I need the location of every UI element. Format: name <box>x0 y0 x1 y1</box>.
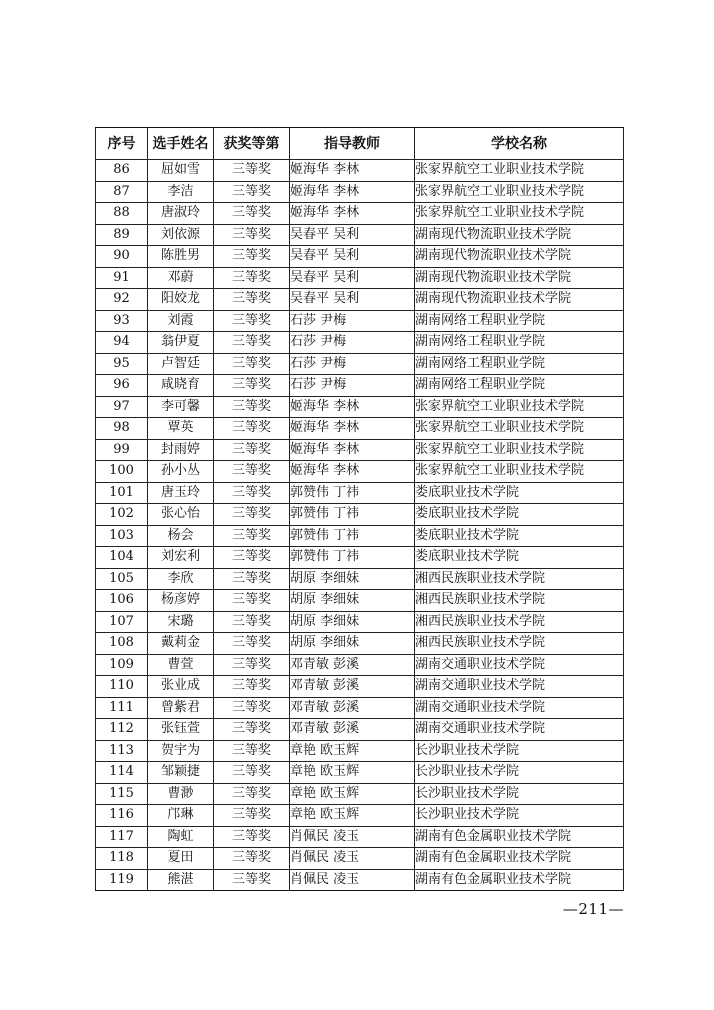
table-row <box>96 611 624 633</box>
cell-school-name: 湖南交通职业技术学院 <box>415 697 624 719</box>
cell-award-level: 三等奖 <box>214 719 290 741</box>
cell-school-name: 张家界航空工业职业技术学院 <box>415 181 624 203</box>
cell-contestant-name: 张钰萱 <box>148 719 214 741</box>
cell-school-name: 湖南网络工程职业学院 <box>415 353 624 375</box>
cell-school-name: 湖南有色金属职业技术学院 <box>415 826 624 848</box>
cell-instructor: 石莎 尹梅 <box>290 375 415 397</box>
table-row <box>96 418 624 440</box>
table-row <box>96 869 624 891</box>
cell-instructor: 吴春平 吴利 <box>290 246 415 268</box>
cell-serial-number: 100 <box>96 461 148 483</box>
cell-award-level: 三等奖 <box>214 547 290 569</box>
cell-school-name: 湖南现代物流职业技术学院 <box>415 246 624 268</box>
cell-serial-number: 87 <box>96 181 148 203</box>
cell-serial-number: 112 <box>96 719 148 741</box>
cell-serial-number: 97 <box>96 396 148 418</box>
table-row <box>96 590 624 612</box>
cell-school-name: 湘西民族职业技术学院 <box>415 611 624 633</box>
table-row <box>96 633 624 655</box>
cell-serial-number: 119 <box>96 869 148 891</box>
cell-school-name: 长沙职业技术学院 <box>415 762 624 784</box>
cell-contestant-name: 邝琳 <box>148 805 214 827</box>
cell-contestant-name: 邓蔚 <box>148 267 214 289</box>
cell-contestant-name: 宋璐 <box>148 611 214 633</box>
cell-serial-number: 104 <box>96 547 148 569</box>
cell-award-level: 三等奖 <box>214 869 290 891</box>
table-row <box>96 396 624 418</box>
cell-school-name: 娄底职业技术学院 <box>415 525 624 547</box>
cell-school-name: 湖南有色金属职业技术学院 <box>415 869 624 891</box>
cell-school-name: 张家界航空工业职业技术学院 <box>415 203 624 225</box>
cell-school-name: 湖南现代物流职业技术学院 <box>415 289 624 311</box>
cell-instructor: 姬海华 李林 <box>290 439 415 461</box>
cell-instructor: 吴春平 吴利 <box>290 267 415 289</box>
cell-serial-number: 114 <box>96 762 148 784</box>
cell-contestant-name: 陈胜男 <box>148 246 214 268</box>
cell-instructor: 胡原 李细妹 <box>290 633 415 655</box>
cell-serial-number: 107 <box>96 611 148 633</box>
cell-school-name: 张家界航空工业职业技术学院 <box>415 418 624 440</box>
cell-school-name: 湘西民族职业技术学院 <box>415 633 624 655</box>
cell-award-level: 三等奖 <box>214 332 290 354</box>
cell-award-level: 三等奖 <box>214 461 290 483</box>
cell-serial-number: 101 <box>96 482 148 504</box>
cell-contestant-name: 刘霞 <box>148 310 214 332</box>
cell-instructor: 郭赞伟 丁祎 <box>290 504 415 526</box>
cell-instructor: 邓青敏 彭溪 <box>290 719 415 741</box>
cell-contestant-name: 邹颖捷 <box>148 762 214 784</box>
cell-award-level: 三等奖 <box>214 224 290 246</box>
table-row <box>96 697 624 719</box>
cell-serial-number: 116 <box>96 805 148 827</box>
cell-instructor: 郭赞伟 丁祎 <box>290 525 415 547</box>
cell-award-level: 三等奖 <box>214 418 290 440</box>
cell-serial-number: 102 <box>96 504 148 526</box>
cell-school-name: 湖南有色金属职业技术学院 <box>415 848 624 870</box>
cell-serial-number: 99 <box>96 439 148 461</box>
cell-serial-number: 118 <box>96 848 148 870</box>
cell-serial-number: 93 <box>96 310 148 332</box>
cell-serial-number: 89 <box>96 224 148 246</box>
cell-instructor: 邓青敏 彭溪 <box>290 676 415 698</box>
cell-award-level: 三等奖 <box>214 181 290 203</box>
cell-school-name: 娄底职业技术学院 <box>415 504 624 526</box>
cell-serial-number: 90 <box>96 246 148 268</box>
cell-contestant-name: 曹萱 <box>148 654 214 676</box>
cell-school-name: 张家界航空工业职业技术学院 <box>415 461 624 483</box>
cell-school-name: 湖南现代物流职业技术学院 <box>415 224 624 246</box>
header-instructor: 指导教师 <box>290 128 415 160</box>
cell-school-name: 湖南交通职业技术学院 <box>415 676 624 698</box>
cell-serial-number: 110 <box>96 676 148 698</box>
cell-serial-number: 86 <box>96 160 148 182</box>
cell-instructor: 石莎 尹梅 <box>290 310 415 332</box>
table-row <box>96 246 624 268</box>
cell-contestant-name: 覃英 <box>148 418 214 440</box>
cell-award-level: 三等奖 <box>214 740 290 762</box>
cell-instructor: 姬海华 李林 <box>290 396 415 418</box>
cell-school-name: 长沙职业技术学院 <box>415 783 624 805</box>
cell-school-name: 湖南网络工程职业学院 <box>415 332 624 354</box>
cell-contestant-name: 贺宇为 <box>148 740 214 762</box>
header-row <box>96 128 624 160</box>
table-row <box>96 353 624 375</box>
cell-instructor: 章艳 欧玉辉 <box>290 740 415 762</box>
table-row <box>96 267 624 289</box>
cell-contestant-name: 张业成 <box>148 676 214 698</box>
cell-instructor: 姬海华 李林 <box>290 461 415 483</box>
cell-contestant-name: 封雨婷 <box>148 439 214 461</box>
table-row <box>96 826 624 848</box>
cell-serial-number: 88 <box>96 203 148 225</box>
cell-contestant-name: 屈如雪 <box>148 160 214 182</box>
cell-award-level: 三等奖 <box>214 654 290 676</box>
table-row <box>96 783 624 805</box>
table-header <box>96 128 624 160</box>
table-row <box>96 203 624 225</box>
table-row <box>96 676 624 698</box>
table-row <box>96 525 624 547</box>
table-row <box>96 654 624 676</box>
cell-contestant-name: 唐玉玲 <box>148 482 214 504</box>
cell-serial-number: 117 <box>96 826 148 848</box>
cell-contestant-name: 夏田 <box>148 848 214 870</box>
cell-contestant-name: 唐淑玲 <box>148 203 214 225</box>
table-row <box>96 504 624 526</box>
cell-school-name: 湖南网络工程职业学院 <box>415 375 624 397</box>
cell-school-name: 长沙职业技术学院 <box>415 740 624 762</box>
cell-contestant-name: 陶虹 <box>148 826 214 848</box>
cell-instructor: 肖佩民 凌玉 <box>290 869 415 891</box>
cell-award-level: 三等奖 <box>214 762 290 784</box>
cell-school-name: 湖南交通职业技术学院 <box>415 654 624 676</box>
cell-instructor: 邓青敏 彭溪 <box>290 697 415 719</box>
table-row <box>96 332 624 354</box>
cell-contestant-name: 曹渺 <box>148 783 214 805</box>
cell-award-level: 三等奖 <box>214 697 290 719</box>
cell-instructor: 胡原 李细妹 <box>290 590 415 612</box>
cell-contestant-name: 刘宏利 <box>148 547 214 569</box>
cell-school-name: 湖南交通职业技术学院 <box>415 719 624 741</box>
cell-instructor: 姬海华 李林 <box>290 181 415 203</box>
cell-contestant-name: 杨彦婷 <box>148 590 214 612</box>
cell-school-name: 湘西民族职业技术学院 <box>415 590 624 612</box>
cell-serial-number: 113 <box>96 740 148 762</box>
cell-serial-number: 108 <box>96 633 148 655</box>
header-award-level: 获奖等第 <box>214 128 290 160</box>
cell-instructor: 姬海华 李林 <box>290 160 415 182</box>
cell-school-name: 湘西民族职业技术学院 <box>415 568 624 590</box>
cell-award-level: 三等奖 <box>214 805 290 827</box>
cell-contestant-name: 阳姣龙 <box>148 289 214 311</box>
cell-serial-number: 105 <box>96 568 148 590</box>
cell-award-level: 三等奖 <box>214 289 290 311</box>
cell-award-level: 三等奖 <box>214 439 290 461</box>
table-row <box>96 375 624 397</box>
cell-instructor: 肖佩民 凌玉 <box>290 826 415 848</box>
cell-instructor: 章艳 欧玉辉 <box>290 762 415 784</box>
table-row <box>96 461 624 483</box>
cell-school-name: 长沙职业技术学院 <box>415 805 624 827</box>
cell-award-level: 三等奖 <box>214 203 290 225</box>
cell-award-level: 三等奖 <box>214 676 290 698</box>
cell-school-name: 娄底职业技术学院 <box>415 482 624 504</box>
cell-instructor: 章艳 欧玉辉 <box>290 805 415 827</box>
table-row <box>96 719 624 741</box>
cell-school-name: 湖南网络工程职业学院 <box>415 310 624 332</box>
cell-instructor: 胡原 李细妹 <box>290 611 415 633</box>
cell-serial-number: 91 <box>96 267 148 289</box>
cell-contestant-name: 孙小丛 <box>148 461 214 483</box>
cell-award-level: 三等奖 <box>214 246 290 268</box>
cell-contestant-name: 曾紫君 <box>148 697 214 719</box>
cell-school-name: 张家界航空工业职业技术学院 <box>415 160 624 182</box>
cell-award-level: 三等奖 <box>214 633 290 655</box>
cell-instructor: 肖佩民 凌玉 <box>290 848 415 870</box>
cell-school-name: 张家界航空工业职业技术学院 <box>415 396 624 418</box>
cell-school-name: 娄底职业技术学院 <box>415 547 624 569</box>
cell-contestant-name: 李欣 <box>148 568 214 590</box>
table-row <box>96 224 624 246</box>
table-row <box>96 740 624 762</box>
cell-instructor: 石莎 尹梅 <box>290 332 415 354</box>
cell-instructor: 石莎 尹梅 <box>290 353 415 375</box>
table-row <box>96 289 624 311</box>
table-row <box>96 160 624 182</box>
cell-instructor: 邓青敏 彭溪 <box>290 654 415 676</box>
cell-school-name: 张家界航空工业职业技术学院 <box>415 439 624 461</box>
cell-award-level: 三等奖 <box>214 504 290 526</box>
cell-award-level: 三等奖 <box>214 353 290 375</box>
cell-instructor: 章艳 欧玉辉 <box>290 783 415 805</box>
cell-serial-number: 95 <box>96 353 148 375</box>
cell-award-level: 三等奖 <box>214 848 290 870</box>
table-row <box>96 181 624 203</box>
cell-contestant-name: 李洁 <box>148 181 214 203</box>
cell-instructor: 郭赞伟 丁祎 <box>290 482 415 504</box>
cell-award-level: 三等奖 <box>214 826 290 848</box>
cell-award-level: 三等奖 <box>214 568 290 590</box>
table-row <box>96 762 624 784</box>
cell-contestant-name: 刘依源 <box>148 224 214 246</box>
page-number: —211— <box>562 900 624 918</box>
cell-award-level: 三等奖 <box>214 590 290 612</box>
cell-contestant-name: 张心怡 <box>148 504 214 526</box>
header-serial-number: 序号 <box>96 128 148 160</box>
cell-award-level: 三等奖 <box>214 525 290 547</box>
table-row <box>96 568 624 590</box>
table-row <box>96 805 624 827</box>
cell-award-level: 三等奖 <box>214 396 290 418</box>
cell-contestant-name: 卢智廷 <box>148 353 214 375</box>
cell-instructor: 胡原 李细妹 <box>290 568 415 590</box>
table-body <box>96 160 624 891</box>
award-table <box>95 127 624 891</box>
cell-award-level: 三等奖 <box>214 267 290 289</box>
cell-serial-number: 94 <box>96 332 148 354</box>
cell-instructor: 吴春平 吴利 <box>290 289 415 311</box>
cell-serial-number: 98 <box>96 418 148 440</box>
cell-award-level: 三等奖 <box>214 375 290 397</box>
cell-award-level: 三等奖 <box>214 160 290 182</box>
cell-instructor: 郭赞伟 丁祎 <box>290 547 415 569</box>
cell-contestant-name: 咸晓育 <box>148 375 214 397</box>
table-row <box>96 439 624 461</box>
cell-serial-number: 106 <box>96 590 148 612</box>
cell-school-name: 湖南现代物流职业技术学院 <box>415 267 624 289</box>
cell-instructor: 吴春平 吴利 <box>290 224 415 246</box>
table-row <box>96 848 624 870</box>
header-school-name: 学校名称 <box>415 128 624 160</box>
cell-award-level: 三等奖 <box>214 310 290 332</box>
cell-serial-number: 103 <box>96 525 148 547</box>
table-row <box>96 547 624 569</box>
cell-award-level: 三等奖 <box>214 783 290 805</box>
cell-contestant-name: 杨会 <box>148 525 214 547</box>
cell-serial-number: 96 <box>96 375 148 397</box>
cell-contestant-name: 熊湛 <box>148 869 214 891</box>
cell-contestant-name: 李可馨 <box>148 396 214 418</box>
cell-serial-number: 111 <box>96 697 148 719</box>
cell-serial-number: 92 <box>96 289 148 311</box>
table-row <box>96 310 624 332</box>
header-contestant-name: 选手姓名 <box>148 128 214 160</box>
table-row <box>96 482 624 504</box>
cell-instructor: 姬海华 李林 <box>290 203 415 225</box>
cell-serial-number: 109 <box>96 654 148 676</box>
cell-contestant-name: 戴莉金 <box>148 633 214 655</box>
cell-contestant-name: 翁伊夏 <box>148 332 214 354</box>
cell-serial-number: 115 <box>96 783 148 805</box>
cell-award-level: 三等奖 <box>214 482 290 504</box>
cell-instructor: 姬海华 李林 <box>290 418 415 440</box>
cell-award-level: 三等奖 <box>214 611 290 633</box>
